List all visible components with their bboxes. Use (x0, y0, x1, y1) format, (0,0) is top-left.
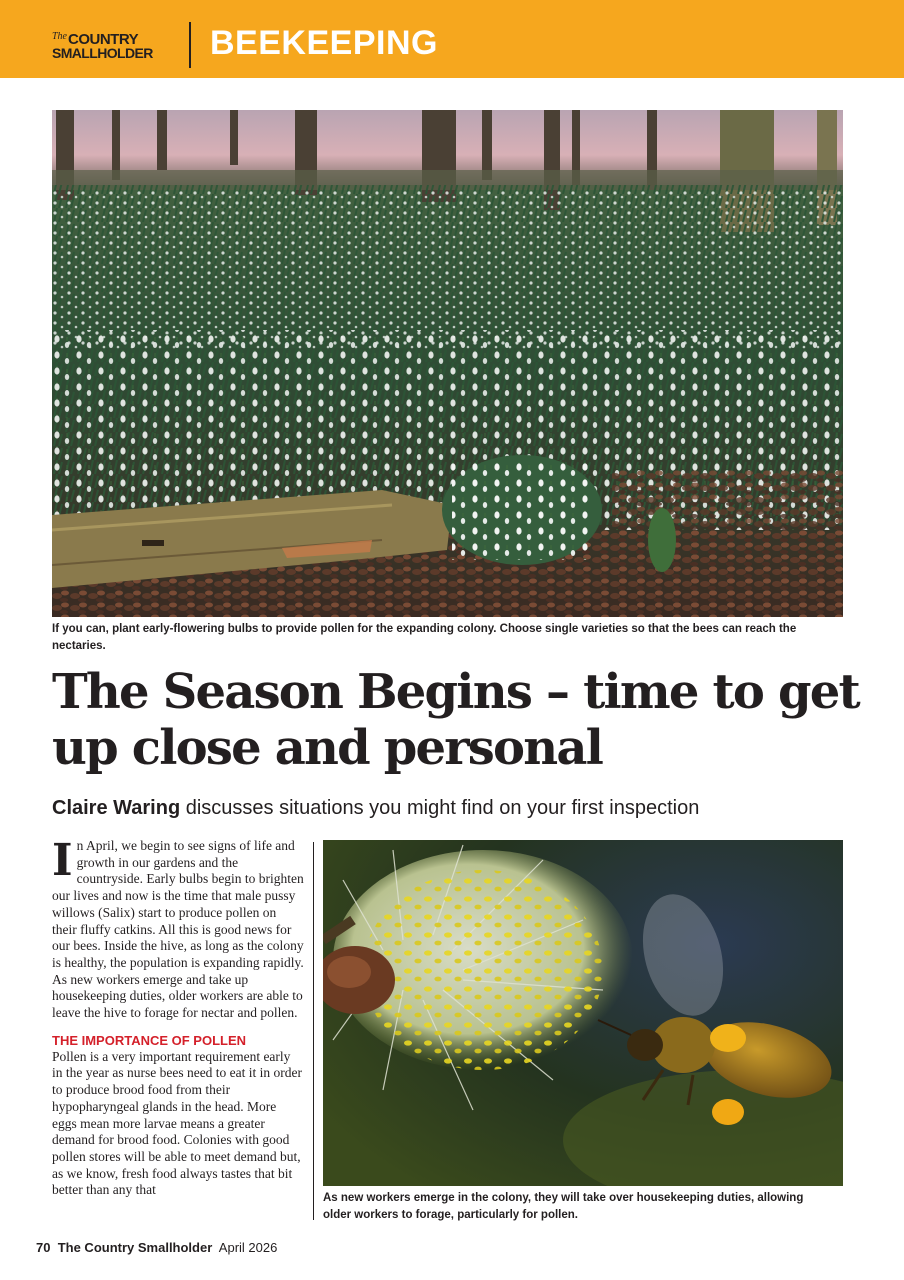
top-photo-caption: If you can, plant early-flowering bulbs to provide pollen for the expanding colony. Choose single varieties so that the bees can reach the nectaries. (52, 623, 797, 652)
footer-issue: April 2026 (218, 1240, 278, 1255)
body-paragraph-2: Pollen is a very important requirement early in the year as nurse bees need to eat it in order to produce brood food from their hypopharyngeal glands in the head. More eggs mean more larvae means a greater demand for brood food. Colonies with good pollen stores will be able to meet demand but, as we know, fresh food always tastes that bit better than any that (52, 1048, 303, 1198)
column-rule (313, 842, 314, 1220)
page-number: 70 (36, 1240, 51, 1255)
bee-photo-caption: As new workers emerge in the colony, they will take over housekeeping duties, allowing older workers to forage, particularly for pollen. (323, 1192, 804, 1221)
header-bar (0, 0, 904, 78)
subhead-pollen: THE IMPORTANCE OF POLLEN (52, 1032, 247, 1048)
footer-magazine: The Country Smallholder (57, 1240, 213, 1255)
section-title: BEEKEEPING (210, 24, 438, 62)
body-column (52, 835, 304, 1199)
standfirst (52, 795, 699, 821)
bee-photo (323, 840, 843, 1186)
article-headline: The Season Begins – time to get up close and personal (52, 664, 859, 776)
header-divider (189, 22, 191, 68)
author-name: Claire Waring (52, 797, 181, 819)
logo-the: The (52, 31, 67, 42)
body-paragraph-1: n April, we begin to see signs of life and growth in our gardens and the countryside. Early bulbs begin to brighten our lives and now is the time that male pussy willows (Salix) start to produce pollen on their fluffy catkins. All this is good news for our bees. Inside the hive, as long as the colony is healthy, the population is expanding rapidly. As new workers emerge and take up housekeeping duties, older workers are able to leave the hive to forage for nectar and pollen. (52, 838, 304, 1021)
logo-country: COUNTRY (68, 31, 139, 48)
standfirst-text: discusses situations you might find on your first inspection (180, 797, 700, 819)
snowdrops-photo (52, 110, 843, 617)
page-footer (36, 1240, 277, 1255)
logo-smallholder: SMALLHOLDER (52, 45, 153, 61)
drop-cap: I (52, 835, 73, 886)
